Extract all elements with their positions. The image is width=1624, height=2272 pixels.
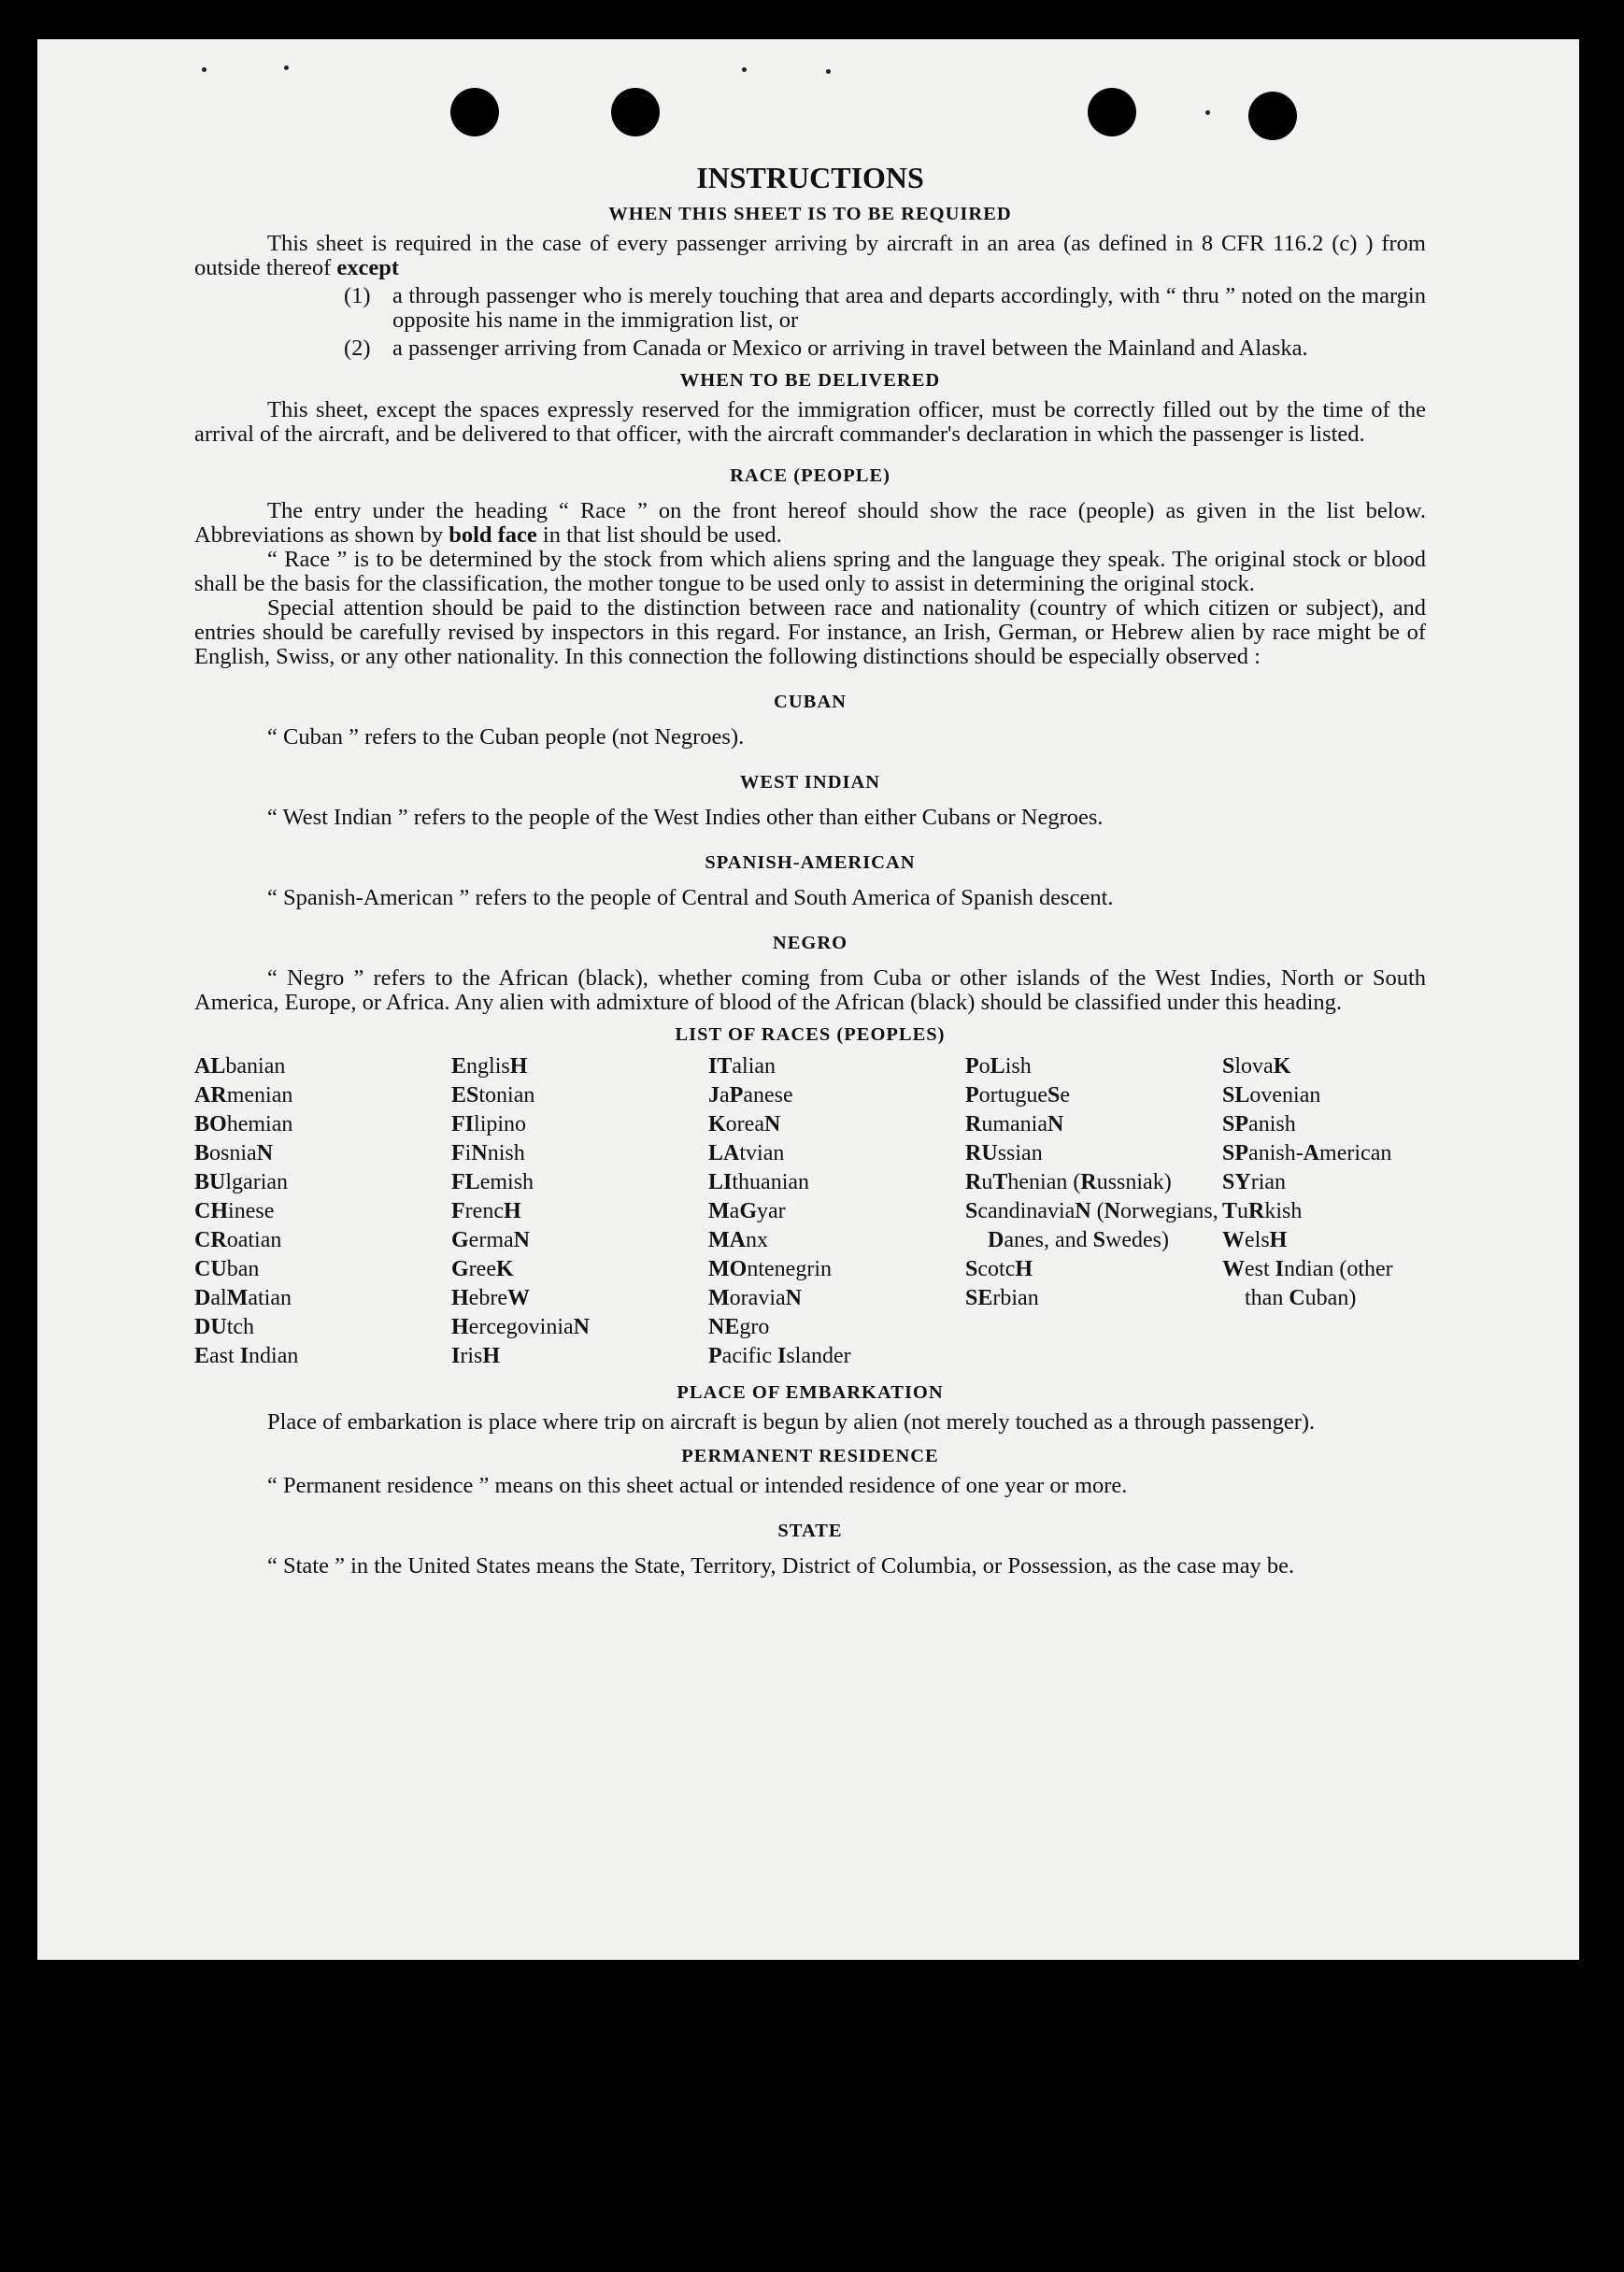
section-heading-race-list: LIST OF RACES (PEOPLES) bbox=[675, 1024, 946, 1045]
race-paragraph-3: Special attention should be paid to the distinction between race and nationality (country of which citizen or subject), and entries should be carefully revised by inspectors in this regard. For instance, an Irish, German, or Hebrew alien by race might be of English, Swiss, or any other nationality. In this connection the following distinctions should be especially observed : bbox=[194, 595, 1426, 669]
speck bbox=[826, 69, 831, 74]
race-entry: ITalian bbox=[708, 1054, 776, 1079]
section-heading-delivered: WHEN TO BE DELIVERED bbox=[679, 370, 941, 391]
race-entry: West Indian (other than Cuban) bbox=[1222, 1257, 1393, 1310]
race-entry: DalMatian bbox=[194, 1286, 292, 1310]
race-entry: RuThenian (Russniak) bbox=[965, 1170, 1172, 1194]
race-entry: ScandinaviaN (Norwegians, Danes, and Swedes) bbox=[965, 1199, 1218, 1252]
residence-text: “ Permanent residence ” means on this sheet actual or intended residence of one year or more. bbox=[267, 1473, 1128, 1498]
required-intro: This sheet is required in the case of every passenger arriving by aircraft in an area (as defined in 8 CFR 116.2 (c) ) from outside thereof except bbox=[194, 231, 1426, 280]
race-entry: SLovenian bbox=[1222, 1083, 1321, 1107]
speck bbox=[284, 65, 289, 70]
race-entry: SPanish-American bbox=[1222, 1141, 1392, 1165]
race-entry: KoreaN bbox=[708, 1112, 781, 1136]
race-entry: FiNnish bbox=[451, 1141, 525, 1165]
section-heading-spanish-american: SPANISH-AMERICAN bbox=[705, 852, 916, 873]
speck bbox=[742, 67, 747, 72]
race-entry: CUban bbox=[194, 1257, 260, 1281]
instructions-content bbox=[194, 161, 1426, 1579]
race-entry: BosniaN bbox=[194, 1141, 274, 1165]
race-entry: CRoatian bbox=[194, 1228, 282, 1252]
race-entry: FrencH bbox=[451, 1199, 521, 1223]
race-entry: MAnx bbox=[708, 1228, 768, 1252]
race-entry: WelsH bbox=[1222, 1228, 1288, 1252]
race-entry: IrisH bbox=[451, 1344, 501, 1368]
race-paragraph-2: “ Race ” is to be determined by the stock from which aliens spring and the language they speak. The original stock or blood shall be the basis for the classification, the mother tongue to be used only to assist in determining the original stock. bbox=[194, 547, 1426, 596]
section-heading-residence: PERMANENT RESIDENCE bbox=[681, 1446, 939, 1466]
race-list bbox=[194, 1052, 1426, 1371]
punch-hole-4 bbox=[1248, 92, 1297, 140]
section-heading-west-indian: WEST INDIAN bbox=[739, 772, 881, 793]
race-entry: PortugueSe bbox=[965, 1083, 1071, 1107]
race-entry: NEgro bbox=[708, 1315, 770, 1339]
race-entry: TuRkish bbox=[1222, 1199, 1303, 1223]
race-entry: SYrian bbox=[1222, 1170, 1287, 1194]
delivered-text: This sheet, except the spaces expressly reserved for the immigration officer, must be correctly filled out by the time of the arrival of the aircraft, and be delivered to that officer, with the aircraft commander's declaration in which the passenger is listed. bbox=[194, 397, 1426, 447]
punch-hole-2 bbox=[611, 88, 660, 136]
race-entry: East Indian bbox=[194, 1344, 299, 1368]
race-entry: LAtvian bbox=[708, 1141, 785, 1165]
race-entry: GermaN bbox=[451, 1228, 530, 1252]
race-entry: RumaniaN bbox=[965, 1112, 1064, 1136]
race-entry: RUssian bbox=[965, 1141, 1043, 1165]
exception-item-2: (2) a passenger arriving from Canada or Mexico or arriving in travel between the Mainland and Alaska. bbox=[344, 336, 1308, 361]
race-entry: LIthuanian bbox=[708, 1170, 810, 1194]
race-paragraph-1: The entry under the heading “ Race ” on the front hereof should show the race (people) as given in the list below. Abbreviations as shown by bold face in that list should be used. bbox=[194, 498, 1426, 548]
section-heading-race: RACE (PEOPLE) bbox=[730, 465, 890, 486]
section-heading-negro: NEGRO bbox=[772, 933, 848, 953]
punch-hole-3 bbox=[1088, 88, 1136, 136]
race-entry: FLemish bbox=[451, 1170, 534, 1194]
section-heading-state: STATE bbox=[777, 1521, 843, 1541]
race-entry: EStonian bbox=[451, 1083, 535, 1107]
race-entry: HercegoviniaN bbox=[451, 1315, 590, 1339]
state-text: “ State ” in the United States means the State, Territory, District of Columbia, or Possession, as the case may be. bbox=[267, 1553, 1295, 1579]
race-entry: ALbanian bbox=[194, 1054, 286, 1079]
race-entry: DUtch bbox=[194, 1315, 255, 1339]
race-entry: BOhemian bbox=[194, 1112, 293, 1136]
section-heading-required: WHEN THIS SHEET IS TO BE REQUIRED bbox=[608, 204, 1012, 224]
race-entry: HebreW bbox=[451, 1286, 530, 1310]
race-column-3 bbox=[708, 1052, 965, 1371]
race-entry: EnglisH bbox=[451, 1054, 528, 1079]
exception-item-1: (1) a through passenger who is merely touching that area and departs accordingly, with “ thru ” noted on the margin opposite his name in the immigration list, or bbox=[344, 283, 1426, 333]
race-entry: ScotcH bbox=[965, 1257, 1033, 1281]
race-entry: MoraviaN bbox=[708, 1286, 802, 1310]
section-heading-embarkation: PLACE OF EMBARKATION bbox=[677, 1382, 944, 1403]
race-column-1 bbox=[194, 1052, 451, 1371]
punch-hole-1 bbox=[450, 88, 499, 136]
spanish-american-text: “ Spanish-American ” refers to the people of Central and South America of Spanish descent. bbox=[267, 885, 1114, 910]
page-title: INSTRUCTIONS bbox=[696, 161, 924, 194]
speck bbox=[202, 67, 207, 72]
race-entry: MOntenegrin bbox=[708, 1257, 832, 1281]
speck bbox=[1205, 110, 1210, 115]
race-entry: JaPanese bbox=[708, 1083, 793, 1107]
race-entry: SErbian bbox=[965, 1286, 1039, 1310]
document-sheet bbox=[37, 39, 1579, 1960]
embarkation-text: Place of embarkation is place where trip on aircraft is begun by alien (not merely touched as a through passenger). bbox=[267, 1409, 1316, 1435]
race-entry: Pacific Islander bbox=[708, 1344, 851, 1368]
race-entry: MaGyar bbox=[708, 1199, 786, 1223]
race-entry: FIlipino bbox=[451, 1112, 527, 1136]
west-indian-text: “ West Indian ” refers to the people of the West Indies other than either Cubans or Negroes. bbox=[267, 805, 1104, 830]
race-entry: PoLish bbox=[965, 1054, 1032, 1079]
race-entry: SPanish bbox=[1222, 1112, 1296, 1136]
race-column-4 bbox=[965, 1052, 1222, 1371]
section-heading-cuban: CUBAN bbox=[774, 692, 847, 712]
cuban-text: “ Cuban ” refers to the Cuban people (not Negroes). bbox=[267, 724, 745, 750]
race-entry: ARmenian bbox=[194, 1083, 293, 1107]
race-entry: BUlgarian bbox=[194, 1170, 289, 1194]
race-column-5 bbox=[1222, 1052, 1426, 1371]
race-column-2 bbox=[451, 1052, 708, 1371]
race-entry: GreeK bbox=[451, 1257, 514, 1281]
negro-text: “ Negro ” refers to the African (black), whether coming from Cuba or other islands of the West Indies, North or South America, Europe, or Africa. Any alien with admixture of blood of the African (black) should be classified under this heading. bbox=[194, 965, 1426, 1015]
race-entry: SlovaK bbox=[1222, 1054, 1291, 1079]
race-entry: CHinese bbox=[194, 1199, 275, 1223]
